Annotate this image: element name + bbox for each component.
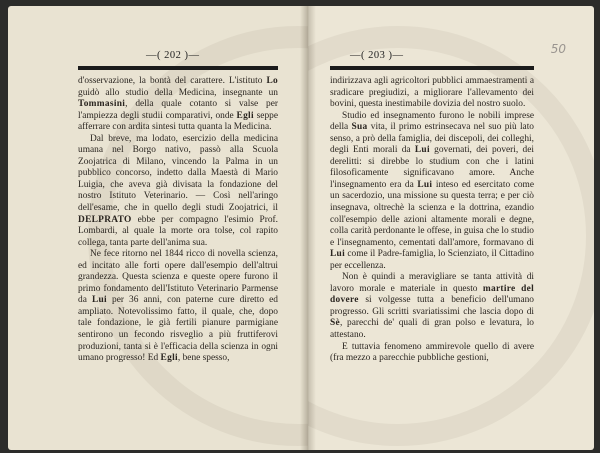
book-gutter (300, 6, 316, 450)
text-run: ebbe per compagno l'esimio Prof. Lombardi, al quale la morte ora tolse, col rapito collega, tanta parte dell'anima sua. (78, 214, 278, 248)
paragraph (330, 76, 534, 111)
text-run: seppe afferrare con ardita sintesi tutta quanta la Medicina. (78, 110, 278, 133)
bold-name: Sua (351, 122, 368, 133)
text-run: d'osservazione, la bontà del carattere. L'istituto (78, 76, 267, 86)
paragraph (330, 342, 534, 365)
text-run: , parecchi de' quali di gran polso e levatura, lo attestano. (330, 318, 534, 341)
paragraph (78, 249, 278, 364)
bold-name: Egli (236, 110, 254, 121)
bold-name: Lui (417, 179, 433, 190)
bold-name: DELPRATO (78, 214, 132, 225)
left-page (8, 6, 308, 450)
page-body-text (330, 76, 534, 365)
bold-name: Egli (160, 353, 178, 364)
text-run: , della quale cotanto si valse per l'ampiezza degli studii comparativi, onde (78, 99, 278, 121)
text-run: , bene spesso, (177, 353, 230, 364)
bold-name: Tommasini (78, 99, 126, 110)
header-rule (330, 66, 534, 70)
paragraph (330, 111, 534, 273)
bold-name: martire del dovere (330, 283, 535, 306)
text-run: guidò allo studio della Medicina, insegnante un (78, 87, 278, 98)
paragraph (78, 76, 278, 134)
page-number: —( 203 )— (350, 50, 404, 61)
page-body-text (78, 76, 278, 365)
text-run: vita, il primo estrinsecava nel suo più lato senso, a prò della famiglia, dei discepoli, dei colleghi, degli Enti morali da (330, 122, 534, 156)
text-run: inteso ed esercitato come un sacerdozio, una missione su questa terra; e per ciò insegnava, oltrechè la scienza e la dottrina, ezandio coll'esempio delle azioni altamente morali e degne, colla carità perdonante le offese, in guisa che lo studio e l'insegnamento, cementati dall'amore, formavano di (330, 179, 534, 248)
text-run: Non è quindi a meravigliare se tanta attività di lavoro morale e materiale in questo (330, 272, 534, 294)
book-spread (8, 6, 594, 450)
bold-name: Sè (330, 318, 340, 329)
bold-name: Lui (414, 145, 430, 156)
text-run: per 36 anni, con paterne cure diretto ed ampliato. Notevolissimo fatto, il quale, che, dopo tale fondazione, le già fertili pianure parmigiane sentirono un fecondo risveglio a più fruttiferovi produzioni, tanta si è l'efficacia della scienza in ogni umano progresso! Ed (78, 295, 278, 364)
bold-name: Lui (91, 295, 107, 306)
paragraph (78, 134, 278, 249)
text-run: E tuttavia fenomeno ammirevole quello di avere (fra mezzo a parecchie pubbliche gestioni, (330, 341, 534, 364)
text-run: indirizzava agli agricoltori pubblici ammaestramenti a sradicare pregiudizi, a migliorare l'allevamento dei bovini, questa inestimabile dovizia del nostro suolo. (330, 76, 534, 110)
page-number: —( 202 )— (146, 50, 200, 61)
bold-name: Lo (266, 76, 278, 86)
text-run: si volgesse tutta a beneficio dell'umano progresso. Gli scritti svariatissimi che lascia dopo di (330, 295, 534, 317)
text-run: come il Padre-famiglia, lo Scienziato, il Cittadino per eccellenza. (330, 249, 534, 271)
text-run: Studio ed insegnamento furono le nobili imprese della (330, 110, 534, 133)
paragraph (330, 272, 534, 341)
right-page (308, 6, 594, 450)
bold-name: Lui (330, 249, 345, 260)
pencil-note: 50 (550, 42, 566, 56)
text-run: governati, dei poveri, dei derelitti: si direbbe lo studium con che i latini filosoficamente significavano amore. Anche l'insegnamento era da (330, 145, 534, 190)
text-run: Ne fece ritorno nel 1844 ricco di novella scienza, ed incitato alle forti opere dall'esempio dell'altrui grandezza. Questa scienza e queste opere furono il primo fondamento dell'Istituto Veterinario Parmense da (78, 249, 278, 306)
text-run: Dal breve, ma lodato, esercizio della medicina umana nel Borgo nativo, passò alla Scuola Zoojatrica di Milano, vincendo la Palma in un pubblico concorso, indetto dalla Maestà di Mario Luigia, che aveva già divisata la fondazione del nostro Istituto Veterinario. — Così nell'aringo dell'esame, che in quello degli studi Zoojatrici, il (78, 133, 278, 214)
header-rule (78, 66, 278, 70)
